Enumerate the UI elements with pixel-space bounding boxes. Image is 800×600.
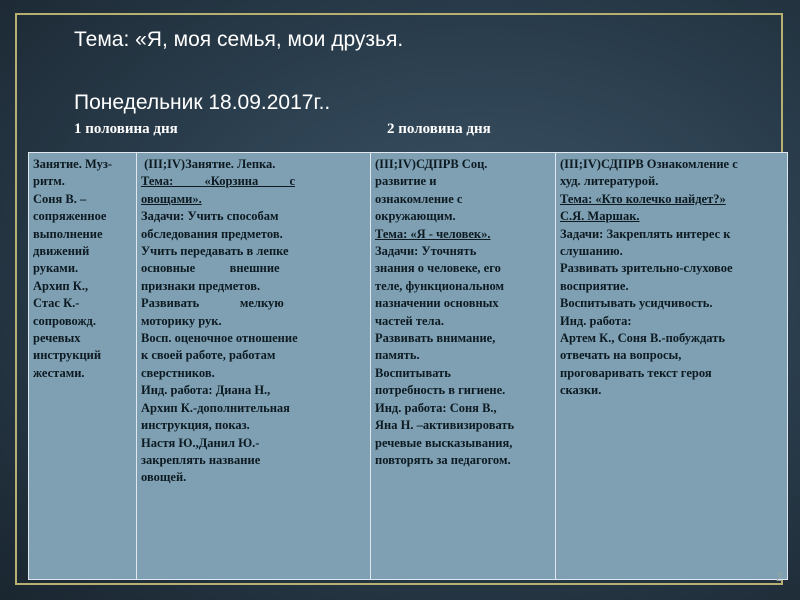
table-line: сопровожд. bbox=[33, 313, 97, 328]
table-line: Настя Ю.,Данил Ю.- bbox=[141, 435, 260, 450]
column-social-development bbox=[371, 153, 556, 579]
table-line: (III;IV)Занятие. Лепка. bbox=[141, 157, 276, 171]
table-line: признаки предметов. bbox=[141, 278, 261, 293]
table-line: Архип К., bbox=[33, 278, 89, 293]
table-line: Задачи: Учить способам bbox=[141, 209, 279, 224]
column-modeling bbox=[137, 153, 371, 579]
table-line: слушанию. bbox=[560, 244, 623, 259]
table-line: окружающим. bbox=[375, 209, 456, 224]
table-line: Инд. работа: Диана Н., bbox=[141, 383, 271, 398]
table-line: теле, функциональном bbox=[375, 278, 505, 293]
table-line: обследования предметов. bbox=[141, 226, 283, 241]
table-line: знания о человеке, его bbox=[375, 261, 501, 276]
table-line: моторику рук. bbox=[141, 313, 222, 328]
table-line: Воспитывать усидчивость. bbox=[560, 296, 713, 311]
table-line: речевых bbox=[33, 331, 81, 346]
table-line: Архип К.-дополнительная bbox=[141, 400, 290, 415]
table-line: Развивать мелкую bbox=[141, 296, 284, 311]
table-line: Яна Н. –активизировать bbox=[375, 418, 515, 433]
table-line: Инд. работа: bbox=[560, 313, 632, 328]
table-line: потребность в гигиене. bbox=[375, 383, 506, 398]
table-line: овощами». bbox=[141, 191, 202, 206]
table-line: инструкций bbox=[33, 348, 102, 363]
table-line: Соня В. – bbox=[33, 191, 87, 206]
table-line: С.Я. Маршак. bbox=[560, 209, 640, 224]
table-line: память. bbox=[375, 348, 420, 363]
table-line: Восп. оценочное отношение bbox=[141, 331, 298, 346]
table-line: выполнение bbox=[33, 226, 103, 241]
table-line: Учить передавать в лепке bbox=[141, 244, 289, 259]
table-line: Тема: «Кто колечко найдет?» bbox=[560, 191, 726, 206]
date-heading: Понедельник 18.09.2017г.. bbox=[74, 91, 331, 114]
table-line: основные внешние bbox=[141, 261, 280, 276]
table-line: к своей работе, работам bbox=[141, 348, 276, 363]
page-title: Тема: «Я, моя семья, мои друзья. bbox=[74, 28, 404, 51]
table-line: овощей. bbox=[141, 470, 187, 485]
table-line: ритм. bbox=[33, 174, 65, 189]
table-line: развитие и bbox=[375, 174, 437, 189]
table-line: Тема: «Корзина с bbox=[141, 174, 296, 189]
column-literature bbox=[556, 153, 787, 579]
table-line: Занятие. Муз- bbox=[33, 157, 113, 171]
table-line: Тема: «Я - человек». bbox=[375, 226, 491, 241]
table-line: жестами. bbox=[33, 365, 85, 380]
table-line: отвечать на вопросы, bbox=[560, 348, 682, 363]
table-line: проговаривать текст героя bbox=[560, 365, 712, 380]
table-line: повторять за педагогом. bbox=[375, 452, 511, 467]
table-line: Развивать внимание, bbox=[375, 331, 496, 346]
table-line: сверстников. bbox=[141, 365, 215, 380]
table-line: частей тела. bbox=[375, 313, 444, 328]
table-line: руками. bbox=[33, 261, 79, 276]
table-line: ознакомление с bbox=[375, 191, 463, 206]
schedule-table bbox=[28, 152, 788, 580]
table-line: сопряженное bbox=[33, 209, 107, 224]
slide-number: 2 bbox=[776, 570, 783, 584]
table-line: закреплять название bbox=[141, 452, 261, 467]
column-music-rhythm bbox=[29, 153, 137, 579]
table-line: Артем К., Соня В.-побуждать bbox=[560, 331, 725, 346]
second-half-heading: 2 половина дня bbox=[387, 121, 491, 137]
first-half-heading: 1 половина дня bbox=[74, 121, 178, 137]
table-line: Инд. работа: Соня В., bbox=[375, 400, 497, 415]
table-line: Задачи: Закреплять интерес к bbox=[560, 226, 731, 241]
table-line: Стас К.- bbox=[33, 296, 80, 311]
table-line: Воспитывать bbox=[375, 365, 451, 380]
table-line: (III;IV)СДПРВ Соц. bbox=[375, 157, 488, 171]
table-line: движений bbox=[33, 244, 90, 259]
table-line: назначении основных bbox=[375, 296, 499, 311]
table-line: речевые высказывания, bbox=[375, 435, 513, 450]
table-line: восприятие. bbox=[560, 278, 629, 293]
table-line: Развивать зрительно-слуховое bbox=[560, 261, 733, 276]
table-line: сказки. bbox=[560, 383, 602, 398]
table-line: инструкция, показ. bbox=[141, 418, 250, 433]
table-line: худ. литературой. bbox=[560, 174, 659, 189]
table-line: Задачи: Уточнять bbox=[375, 244, 477, 259]
table-line: (III;IV)СДПРВ Ознакомление с bbox=[560, 157, 738, 171]
